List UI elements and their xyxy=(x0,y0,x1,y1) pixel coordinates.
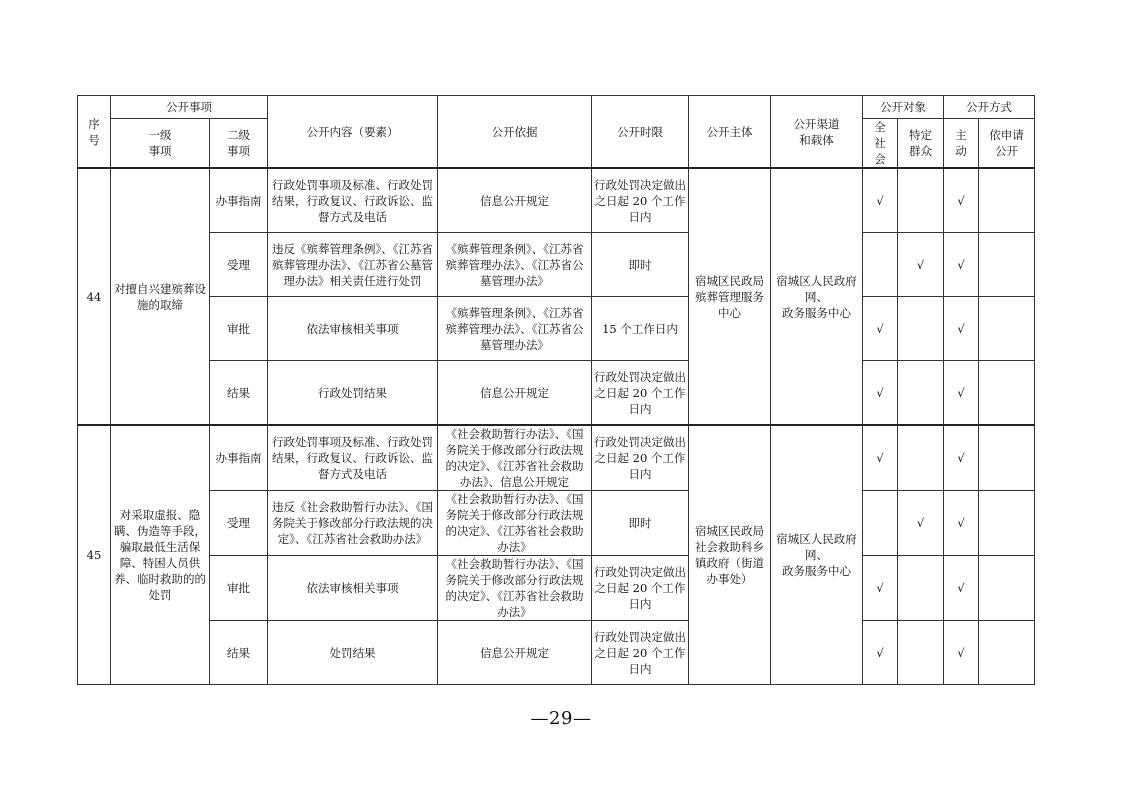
check-active: √ xyxy=(944,556,979,621)
seq-cell: 44 xyxy=(78,168,111,425)
basis-cell: 《社会救助暂行办法》、《国务院关于修改部分行政法规的决定》、《江苏省社会救助办法》 xyxy=(438,491,592,556)
content-cell: 依法审核相关事项 xyxy=(268,556,438,621)
check-active: √ xyxy=(944,168,979,233)
header-content: 公开内容（要素） xyxy=(268,96,438,169)
level1-cell: 对擅自兴建殡葬设施的取缔 xyxy=(111,168,210,425)
basis-cell: 《社会救助暂行办法》、《国务院关于修改部分行政法规的决定》、《江苏省社会救助办法》、信息公开规定 xyxy=(438,425,592,491)
check-active: √ xyxy=(944,621,979,685)
table-row xyxy=(78,233,1035,297)
basis-cell: 《殡葬管理条例》、《江苏省殡葬管理办法》、《江苏省公墓管理办法》 xyxy=(438,233,592,297)
check-all: √ xyxy=(863,621,898,685)
table-row xyxy=(78,621,1035,685)
check-apply xyxy=(979,168,1035,233)
check-active: √ xyxy=(944,297,979,361)
check-apply xyxy=(979,297,1035,361)
content-cell: 违反《社会救助暂行办法》、《国务院关于修改部分行政法规的决定》、《江苏省社会救助办法》 xyxy=(268,491,438,556)
check-specific xyxy=(898,425,944,491)
check-apply xyxy=(979,233,1035,297)
level2-cell: 办事指南 xyxy=(210,425,268,491)
header-basis: 公开依据 xyxy=(438,96,592,169)
time-limit-cell: 即时 xyxy=(592,491,689,556)
header-target-specific: 特定 群众 xyxy=(898,119,944,169)
header-target-all: 全 社 会 xyxy=(863,119,898,169)
basis-cell: 《社会救助暂行办法》、《国务院关于修改部分行政法规的决定》、《江苏省社会救助办法》 xyxy=(438,556,592,621)
table-row xyxy=(78,491,1035,556)
check-apply xyxy=(979,556,1035,621)
seq-cell: 45 xyxy=(78,425,111,685)
time-limit-cell: 行政处罚决定做出之日起 20 个工作日内 xyxy=(592,621,689,685)
content-cell: 行政处罚事项及标准、行政处罚结果，行政复议、行政诉讼、监督方式及电话 xyxy=(268,425,438,491)
content-cell: 依法审核相关事项 xyxy=(268,297,438,361)
check-specific xyxy=(898,168,944,233)
header-seq: 序 号 xyxy=(78,96,111,169)
content-cell: 处罚结果 xyxy=(268,621,438,685)
header-row-1 xyxy=(78,96,1035,119)
check-active: √ xyxy=(944,361,979,426)
check-all xyxy=(863,233,898,297)
check-active: √ xyxy=(944,425,979,491)
level2-cell: 办事指南 xyxy=(210,168,268,233)
check-specific xyxy=(898,556,944,621)
header-target: 公开对象 xyxy=(863,96,944,119)
header-level2: 二级 事项 xyxy=(210,119,268,169)
level2-cell: 结果 xyxy=(210,621,268,685)
header-method-active: 主 动 xyxy=(944,119,979,169)
check-all: √ xyxy=(863,361,898,426)
level2-cell: 受理 xyxy=(210,491,268,556)
level2-cell: 审批 xyxy=(210,556,268,621)
subject-cell: 宿城区民政局社会救助科乡镇政府（街道办事处） xyxy=(689,425,771,685)
time-limit-cell: 行政处罚决定做出之日起 20 个工作日内 xyxy=(592,361,689,426)
time-limit-cell: 行政处罚决定做出之日起 20 个工作日内 xyxy=(592,425,689,491)
check-specific xyxy=(898,297,944,361)
check-apply xyxy=(979,621,1035,685)
content-cell: 违反《殡葬管理条例》、《江苏省殡葬管理办法》、《江苏省公墓管理办法》相关责任进行处罚 xyxy=(268,233,438,297)
channel-cell: 宿城区人民政府网、 政务服务中心 xyxy=(771,168,863,425)
time-limit-cell: 即时 xyxy=(592,233,689,297)
content-cell: 行政处罚结果 xyxy=(268,361,438,426)
check-all: √ xyxy=(863,297,898,361)
basis-cell: 信息公开规定 xyxy=(438,621,592,685)
header-method-apply: 依申请 公开 xyxy=(979,119,1035,169)
page-number: —29— xyxy=(530,708,592,729)
check-specific xyxy=(898,361,944,426)
disclosure-table xyxy=(77,95,1035,685)
header-time-limit: 公开时限 xyxy=(592,96,689,169)
check-specific: √ xyxy=(898,491,944,556)
header-level1: 一级 事项 xyxy=(111,119,210,169)
level2-cell: 受理 xyxy=(210,233,268,297)
check-all: √ xyxy=(863,425,898,491)
table-row xyxy=(78,297,1035,361)
level2-cell: 结果 xyxy=(210,361,268,426)
check-apply xyxy=(979,491,1035,556)
table-row xyxy=(78,556,1035,621)
basis-cell: 信息公开规定 xyxy=(438,361,592,426)
header-subject: 公开主体 xyxy=(689,96,771,169)
check-all: √ xyxy=(863,556,898,621)
check-active: √ xyxy=(944,233,979,297)
basis-cell: 《殡葬管理条例》、《江苏省殡葬管理办法》、《江苏省公墓管理办法》 xyxy=(438,297,592,361)
header-channel: 公开渠道 和载体 xyxy=(771,96,863,169)
channel-cell: 宿城区人民政府网、 政务服务中心 xyxy=(771,425,863,685)
check-all: √ xyxy=(863,168,898,233)
header-matter: 公开事项 xyxy=(111,96,268,119)
check-apply xyxy=(979,361,1035,426)
check-specific xyxy=(898,621,944,685)
check-apply xyxy=(979,425,1035,491)
time-limit-cell: 行政处罚决定做出之日起 20 个工作日内 xyxy=(592,168,689,233)
table-row xyxy=(78,425,1035,491)
subject-cell: 宿城区民政局殡葬管理服务中心 xyxy=(689,168,771,425)
level1-cell: 对采取虚报、隐瞒、伪造等手段，骗取最低生活保障、特困人员供养、临时救助的的处罚 xyxy=(111,425,210,685)
time-limit-cell: 行政处罚决定做出之日起 20 个工作日内 xyxy=(592,556,689,621)
header-method: 公开方式 xyxy=(944,96,1035,119)
table-row xyxy=(78,168,1035,233)
content-cell: 行政处罚事项及标准、行政处罚结果，行政复议、行政诉讼、监督方式及电话 xyxy=(268,168,438,233)
check-all xyxy=(863,491,898,556)
basis-cell: 信息公开规定 xyxy=(438,168,592,233)
table-row xyxy=(78,361,1035,426)
check-active: √ xyxy=(944,491,979,556)
level2-cell: 审批 xyxy=(210,297,268,361)
time-limit-cell: 15 个工作日内 xyxy=(592,297,689,361)
check-specific: √ xyxy=(898,233,944,297)
